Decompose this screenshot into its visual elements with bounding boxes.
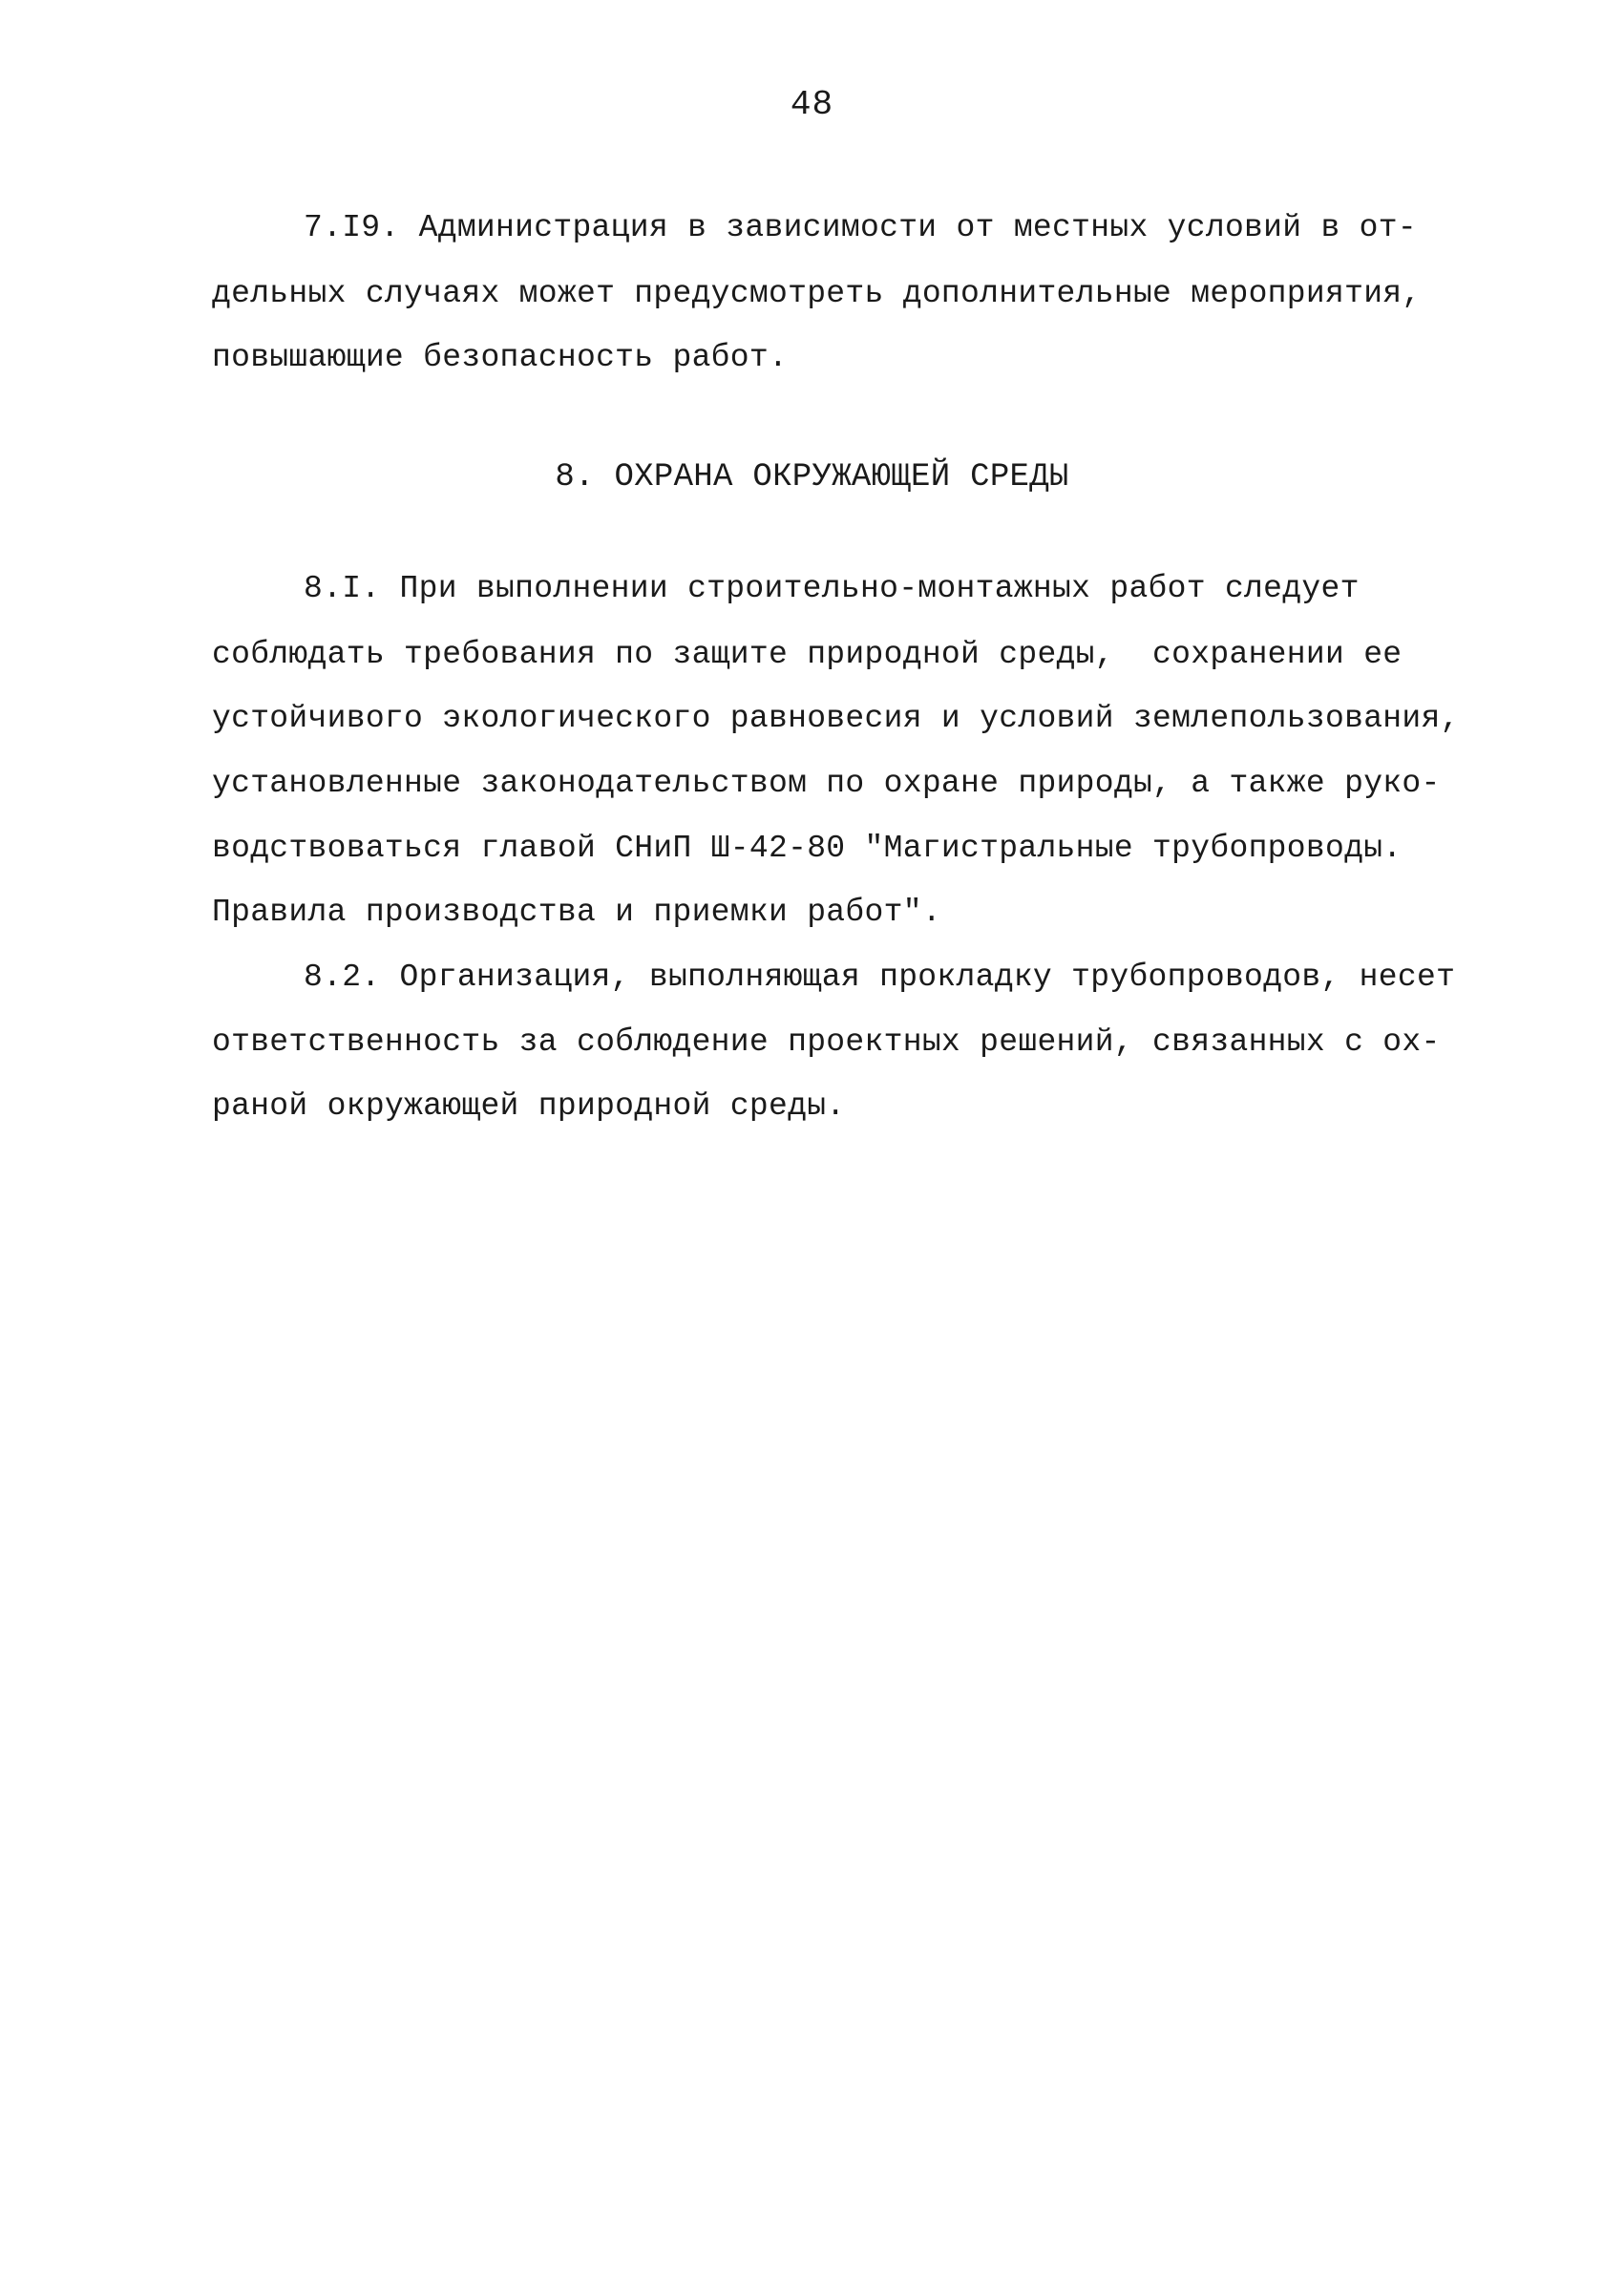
paragraph-line: 8.I. При выполнении строительно-монтажных работ следует <box>304 571 1360 606</box>
paragraph-line: 7.I9. Администрация в зависимости от местных условий в от- <box>304 210 1417 245</box>
section-heading: 8. ОХРАНА ОКРУЖАЮЩЕЙ СРЕДЫ <box>555 459 1069 496</box>
page-number: 48 <box>790 85 834 124</box>
paragraph-line: Правила производства и приемки работ". <box>212 895 941 930</box>
paragraph-line: водствоваться главой СНиП Ш-42-80 "Магистральные трубопроводы. <box>212 831 1403 866</box>
paragraph-line: установленные законодательством по охране природы, а также руко- <box>212 766 1441 801</box>
paragraph-line: раной окружающей природной среды. <box>212 1088 846 1124</box>
paragraph-line: устойчивого экологического равновесия и условий землепользования, <box>212 701 1460 736</box>
paragraph-line: 8.2. Организация, выполняющая прокладку трубопроводов, несет <box>304 960 1456 995</box>
paragraph-line: повышающие безопасность работ. <box>212 340 789 375</box>
paragraph-line: дельных случаях может предусмотреть дополнительные мероприятия, <box>212 276 1422 311</box>
paragraph-line: соблюдать требования по защите природной среды, сохранении ее <box>212 637 1403 672</box>
paragraph-line: ответственность за соблюдение проектных решений, связанных с ох- <box>212 1024 1441 1060</box>
